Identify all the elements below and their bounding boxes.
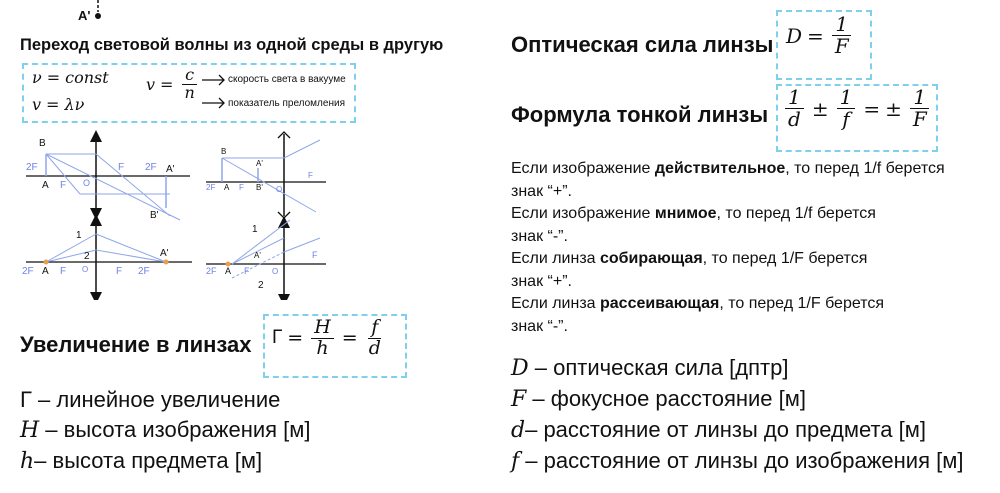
def-object-distance: d– расстояние от линзы до предмета [м] — [511, 417, 926, 443]
d2-label: A' — [256, 159, 263, 168]
velocity-formula: v = λν — [32, 95, 85, 114]
sign-rule-line: Если линза собирающая, то перед 1/F берется — [511, 250, 868, 267]
d3-label: 2 — [84, 251, 90, 262]
sign-rule-line: знак “+”. — [511, 272, 572, 290]
d4-label: A — [225, 266, 232, 276]
d2-label: F — [239, 183, 244, 192]
refractive-index-note: показатель преломления — [228, 98, 345, 109]
optical-power-title: Оптическая сила линзы — [511, 32, 774, 57]
top-image-label: A' — [78, 8, 91, 23]
magnification-title: Увеличение в линзах — [20, 332, 252, 357]
def-image-distance: f – расстояние от линзы до изображения [м] — [511, 448, 964, 474]
d1-label: 2F — [26, 162, 38, 173]
d1-label: F — [60, 180, 67, 191]
magnification-formula: Г = $\frac{H}{h}$ = $\frac{f}{d}$ — [272, 316, 381, 359]
diagram-converging-real — [26, 136, 190, 221]
d4-label: 2F — [206, 266, 217, 276]
d1-label: A — [42, 180, 49, 191]
d1-label: F — [118, 162, 125, 173]
sign-rule-line: знак “+”. — [511, 182, 572, 200]
sign-rule-line: знак “-”. — [511, 317, 568, 335]
d2-label: F — [308, 171, 313, 180]
optical-power-formula: D = $\frac{1}{F}$ — [786, 14, 855, 57]
d4-label: 2 — [258, 280, 264, 291]
diagram-diverging-virtual — [206, 132, 326, 218]
refraction-velocity-formula: v = $\frac{c}{n}$ — [146, 67, 201, 102]
wave-transition-title: Переход световой волны из одной среды в другую — [20, 36, 444, 54]
sign-rules — [511, 158, 945, 338]
def-focal-length: F – фокусное расстояние [м] — [511, 386, 807, 412]
d4-label: A' — [254, 251, 261, 260]
d3-label: F — [60, 266, 67, 277]
frequency-constant-formula: ν = const — [32, 68, 109, 87]
d2-label: A — [224, 183, 230, 192]
d1-label: B — [39, 138, 46, 149]
d1-label: B' — [150, 210, 159, 221]
annotation-arrows — [200, 70, 228, 110]
top-point-marker — [92, 0, 104, 22]
d3-label: F — [116, 266, 123, 277]
magnification-definitions — [20, 385, 311, 477]
d4-label: O — [272, 267, 279, 276]
d1-label: A' — [166, 164, 175, 175]
lens-definitions — [511, 353, 963, 477]
def-image-height: H – высота изображения [м] — [20, 417, 311, 443]
ray-diagrams — [20, 128, 360, 300]
def-object-height: h– высота предмета [м] — [20, 448, 263, 474]
d4-label: F — [244, 266, 250, 276]
d2-label: B — [221, 147, 227, 156]
diagram-converging-focus — [22, 220, 192, 298]
sign-rule-line: Если линза рассеивающая, то перед 1/F берется — [511, 295, 885, 312]
d2-label: O — [276, 185, 283, 194]
d3-label: A — [42, 266, 49, 277]
d3-label: 2F — [138, 266, 150, 277]
d3-label: 2F — [22, 266, 34, 277]
d2-label: 2F — [206, 183, 216, 192]
sign-rule-line: Если изображение мнимое, то перед 1/f берется — [511, 205, 876, 222]
d3-label: A' — [160, 248, 169, 259]
thin-lens-title: Формула тонкой линзы — [511, 102, 769, 127]
d1-label: O — [83, 178, 91, 188]
thin-lens-formula: $\frac{1}{d}$ ± $\frac{1}{f}$ = ± $\frac{1}{F}$ — [782, 87, 933, 130]
def-gamma: Г – линейное увеличение — [20, 387, 281, 412]
sign-rule-line: знак “-”. — [511, 227, 568, 245]
def-optical-power: D – оптическая сила [дптр] — [511, 355, 789, 381]
speed-of-light-note: скорость света в вакууме — [228, 74, 346, 85]
d2-label: B' — [256, 183, 263, 192]
d3-label: O — [82, 265, 89, 274]
d4-label: 1 — [252, 224, 258, 235]
d3-label: 1 — [76, 230, 82, 241]
d4-label: F — [312, 250, 318, 260]
sign-rule-line: Если изображение действительное, то перед 1/f берется — [511, 160, 945, 177]
diagram-converging-virtual — [206, 220, 326, 300]
d1-label: 2F — [145, 162, 157, 173]
